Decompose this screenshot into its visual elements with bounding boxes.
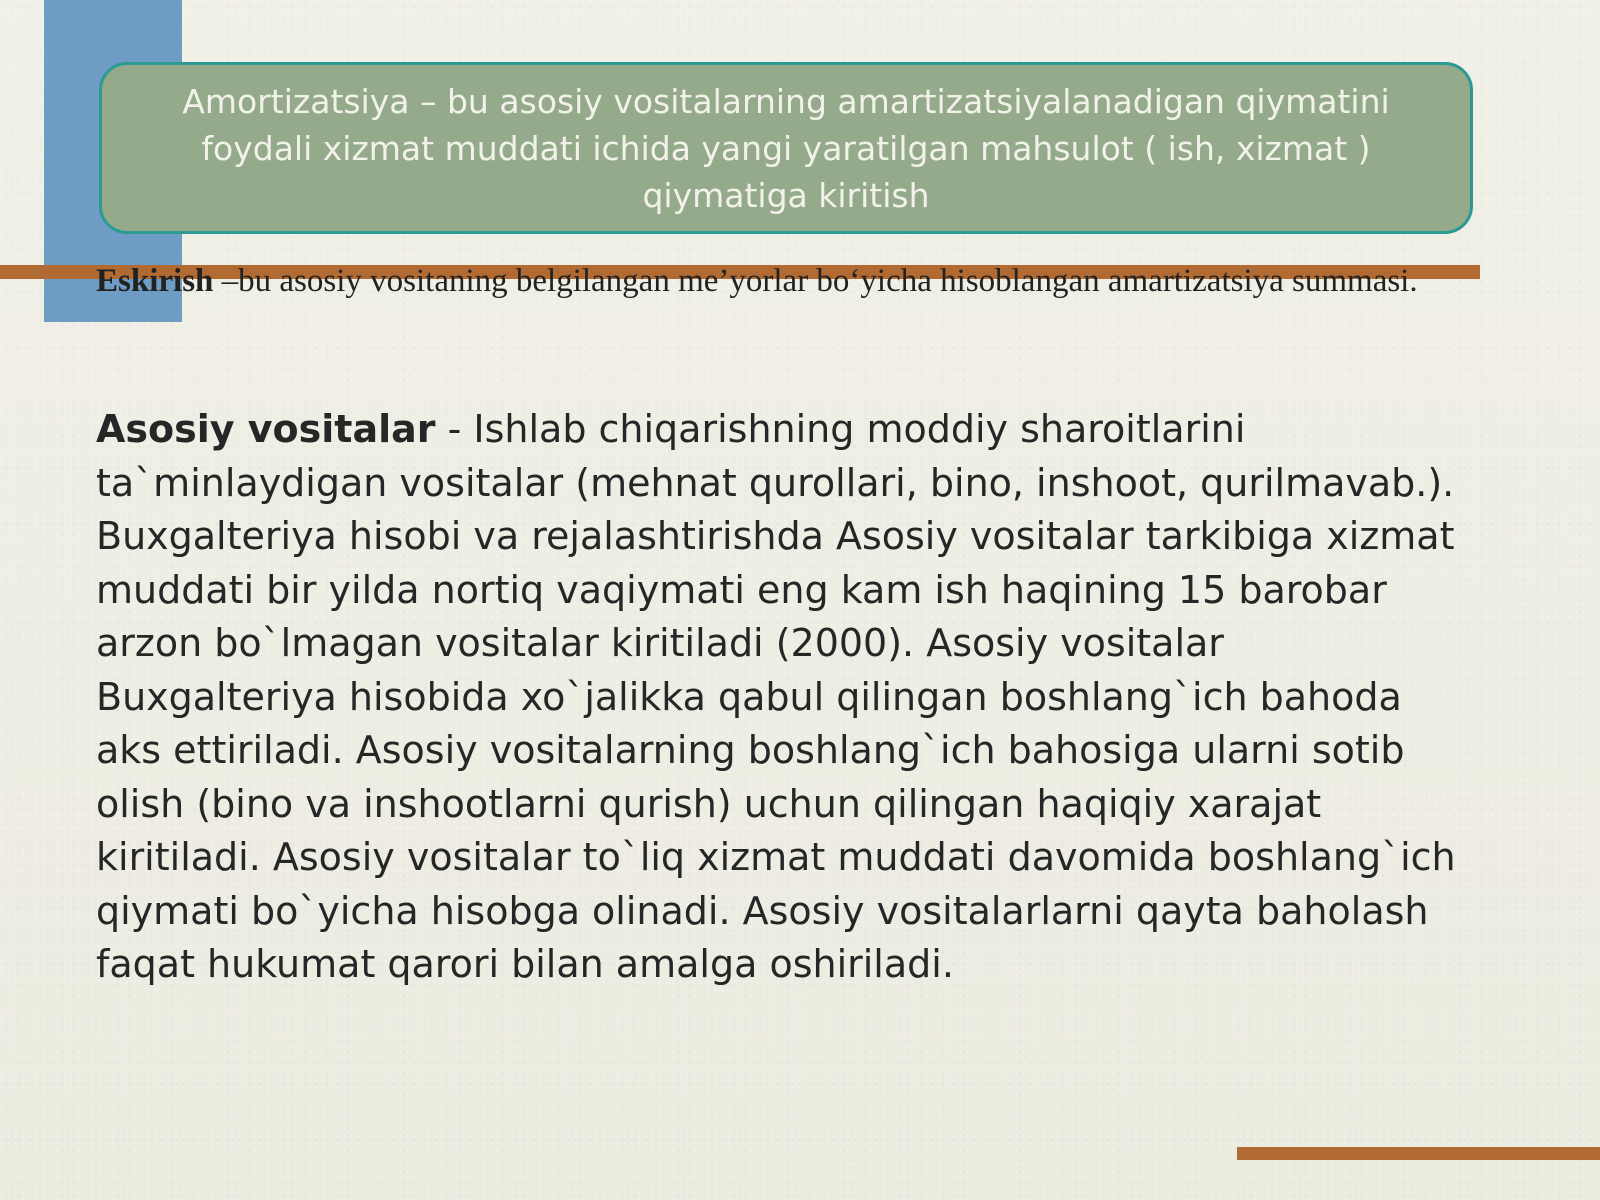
eskirish-paragraph	[96, 257, 1426, 306]
asosiy-vositalar-term: Asosiy vositalar	[96, 407, 436, 451]
title-box	[99, 62, 1473, 234]
asosiy-vositalar-definition: - Ishlab chiqarishning moddiy sharoitlarini ta`minlaydigan vositalar (mehnat qurollari, bino, inshoot, qurilmavab.). Buxgalteriya hisobi va rejalashtirishda Asosiy vositalar tarkibiga xizmat muddati bir yilda nortiq vaqiymati eng kam ish haqining 15 barobar arzon bo`lmagan vositalar kiritiladi (2000). Asosiy vositalar Buxgalteriya hisobida xo`jalikka qabul qilingan boshlang`ich bahoda aks ettiriladi. Asosiy vositalarning boshlang`ich bahosiga ularni sotib olish (bino va inshootlarni qurish) uchun qilingan haqiqiy xarajat kiritiladi. Asosiy vositalar to`liq xizmat muddati davomida boshlang`ich qiymati bo`yicha hisobga olinadi. Asosiy vositalarlarni qayta baholash faqat hukumat qarori bilan amalga oshiriladi.	[96, 407, 1456, 986]
bottom-divider-rule	[1237, 1147, 1600, 1160]
eskirish-definition: –bu asosiy vositaning belgilangan me’yorlar bo‘yicha hisoblangan amartizatsiya summasi.	[213, 263, 1418, 299]
title-text: Amortizatsiya – bu asosiy vositalarning amartizatsiyalanadigan qiymatini foydali xizmat muddati ichida yangi yaratilgan mahsulot ( ish, xizmat ) qiymatiga kiritish	[182, 81, 1390, 215]
asosiy-vositalar-paragraph	[96, 403, 1466, 992]
eskirish-term: Eskirish	[96, 263, 214, 299]
